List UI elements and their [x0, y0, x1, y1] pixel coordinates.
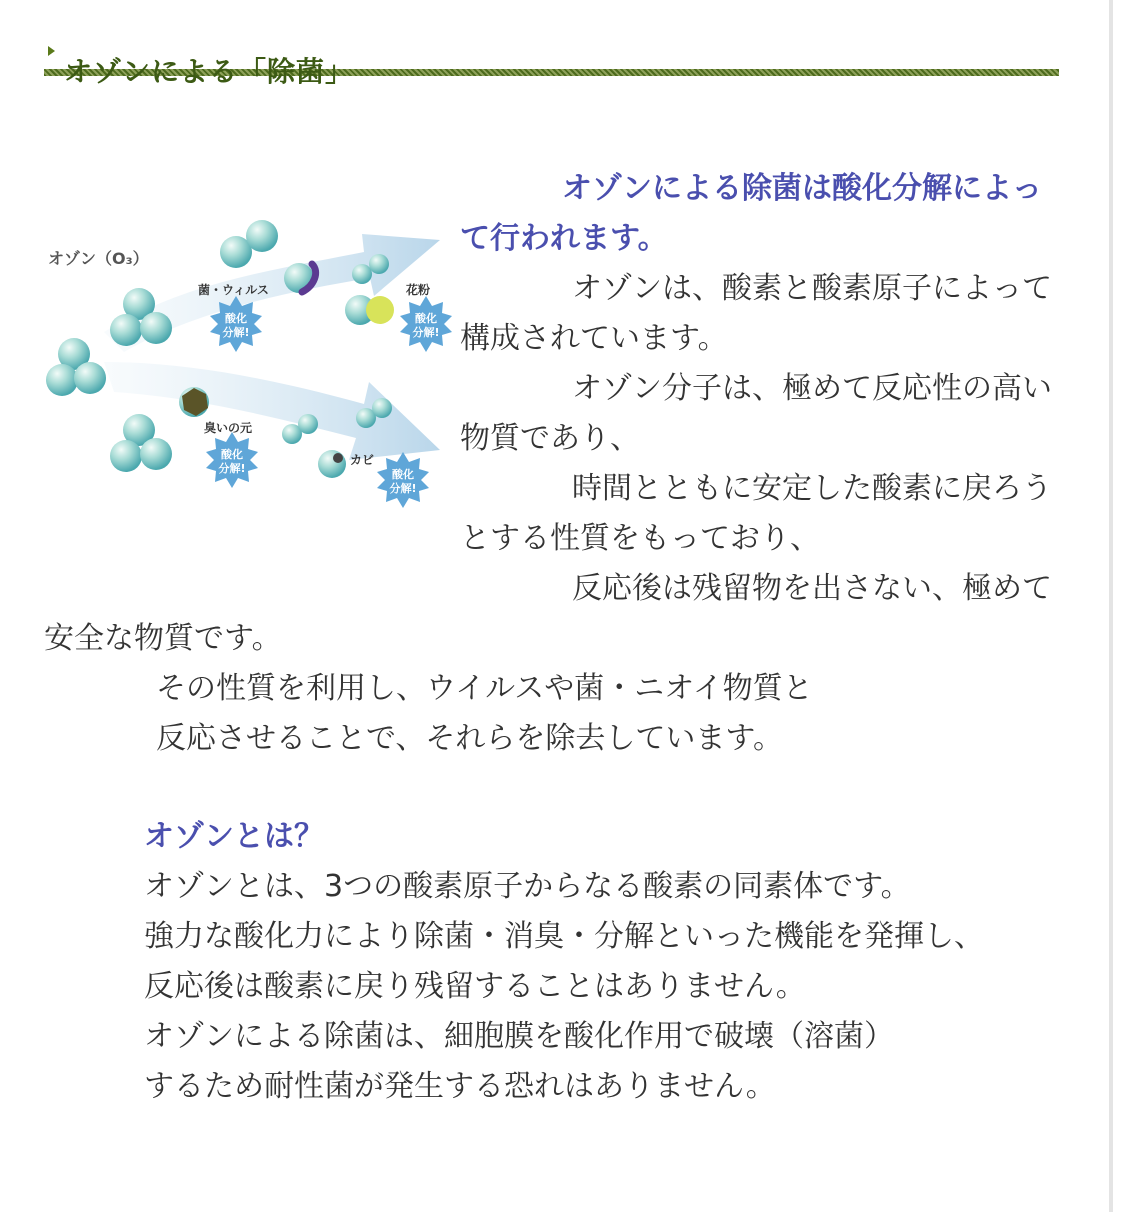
paragraph-1-line-1: オゾンは、酸素と酸素原子によって: [572, 271, 1052, 306]
paragraph-1-line-2: 構成されています。: [460, 321, 728, 356]
about-ozone-heading: オゾンとは？: [144, 819, 324, 854]
odor-label: 臭いの元: [204, 421, 253, 435]
about-line-5: するため耐性菌が発生する恐れはありません。: [144, 1069, 776, 1104]
svg-text:分解!: 分解!: [222, 326, 250, 339]
mold-label: カビ: [350, 453, 375, 467]
paragraph-2-line-2: 物質であり、: [460, 421, 640, 456]
paragraph-5-line-2: 反応させることで、それらを除去しています。: [156, 721, 783, 756]
mold-icon: [333, 453, 343, 463]
triangle-bullet-icon: [48, 46, 55, 56]
svg-text:分解!: 分解!: [412, 326, 440, 339]
section-header: [44, 40, 1059, 88]
oxidation-badge-mold: [377, 452, 429, 508]
svg-text:酸化: 酸化: [225, 312, 247, 325]
paragraph-4-line-1: 反応後は残留物を出さない、極めて: [572, 571, 1052, 606]
paragraph-4-line-2: 安全な物質です。: [44, 621, 282, 656]
ozone-attacking-mold: [318, 450, 346, 478]
about-line-2: 強力な酸化力により除菌・消臭・分解といった機能を発揮し、: [144, 919, 984, 954]
bacteria-virus-label: 菌・ウィルス: [198, 283, 269, 297]
ozone-label: オゾン（O₃）: [48, 249, 149, 268]
svg-text:酸化: 酸化: [221, 448, 243, 461]
paragraph-3-line-2: とする性質をもっており、: [460, 521, 820, 556]
lead-line-1: オゾンによる除菌は酸化分解によっ: [562, 171, 1042, 206]
paragraph-5-line-1: その性質を利用し、ウイルスや菌・ニオイ物質と: [156, 671, 813, 706]
oxidation-badge-odor: [206, 432, 258, 488]
illustration-svg: [44, 212, 454, 532]
about-line-3: 反応後は酸素に戻り残留することはありません。: [144, 969, 806, 1004]
about-line-4: オゾンによる除菌は、細胞膜を酸化作用で破壊（溶菌）: [144, 1019, 894, 1054]
ozone-molecule-left-3: [110, 414, 172, 472]
svg-text:分解!: 分解!: [218, 462, 246, 475]
svg-text:酸化: 酸化: [392, 468, 414, 481]
ozone-molecule-left-2: [46, 338, 106, 396]
section-title: オゾンによる「除菌」: [64, 55, 355, 88]
svg-text:酸化: 酸化: [415, 312, 437, 325]
about-line-1: オゾンとは、3つの酸素原子からなる酸素の同素体です。: [144, 869, 911, 904]
pollen-label: 花粉: [406, 283, 431, 297]
oxidation-badge-pollen: [400, 296, 452, 352]
scrollbar-track[interactable]: [1109, 0, 1113, 1212]
paragraph-3-line-1: 時間とともに安定した酸素に戻ろう: [572, 471, 1052, 506]
oxygen-pair-upper: [220, 220, 278, 268]
paragraph-2-line-1: オゾン分子は、極めて反応性の高い: [572, 371, 1052, 406]
pollen-icon: [366, 296, 394, 324]
lead-line-2: て行われます。: [460, 221, 668, 256]
ozone-sterilization-illustration: [44, 212, 454, 532]
svg-text:分解!: 分解!: [389, 482, 417, 495]
